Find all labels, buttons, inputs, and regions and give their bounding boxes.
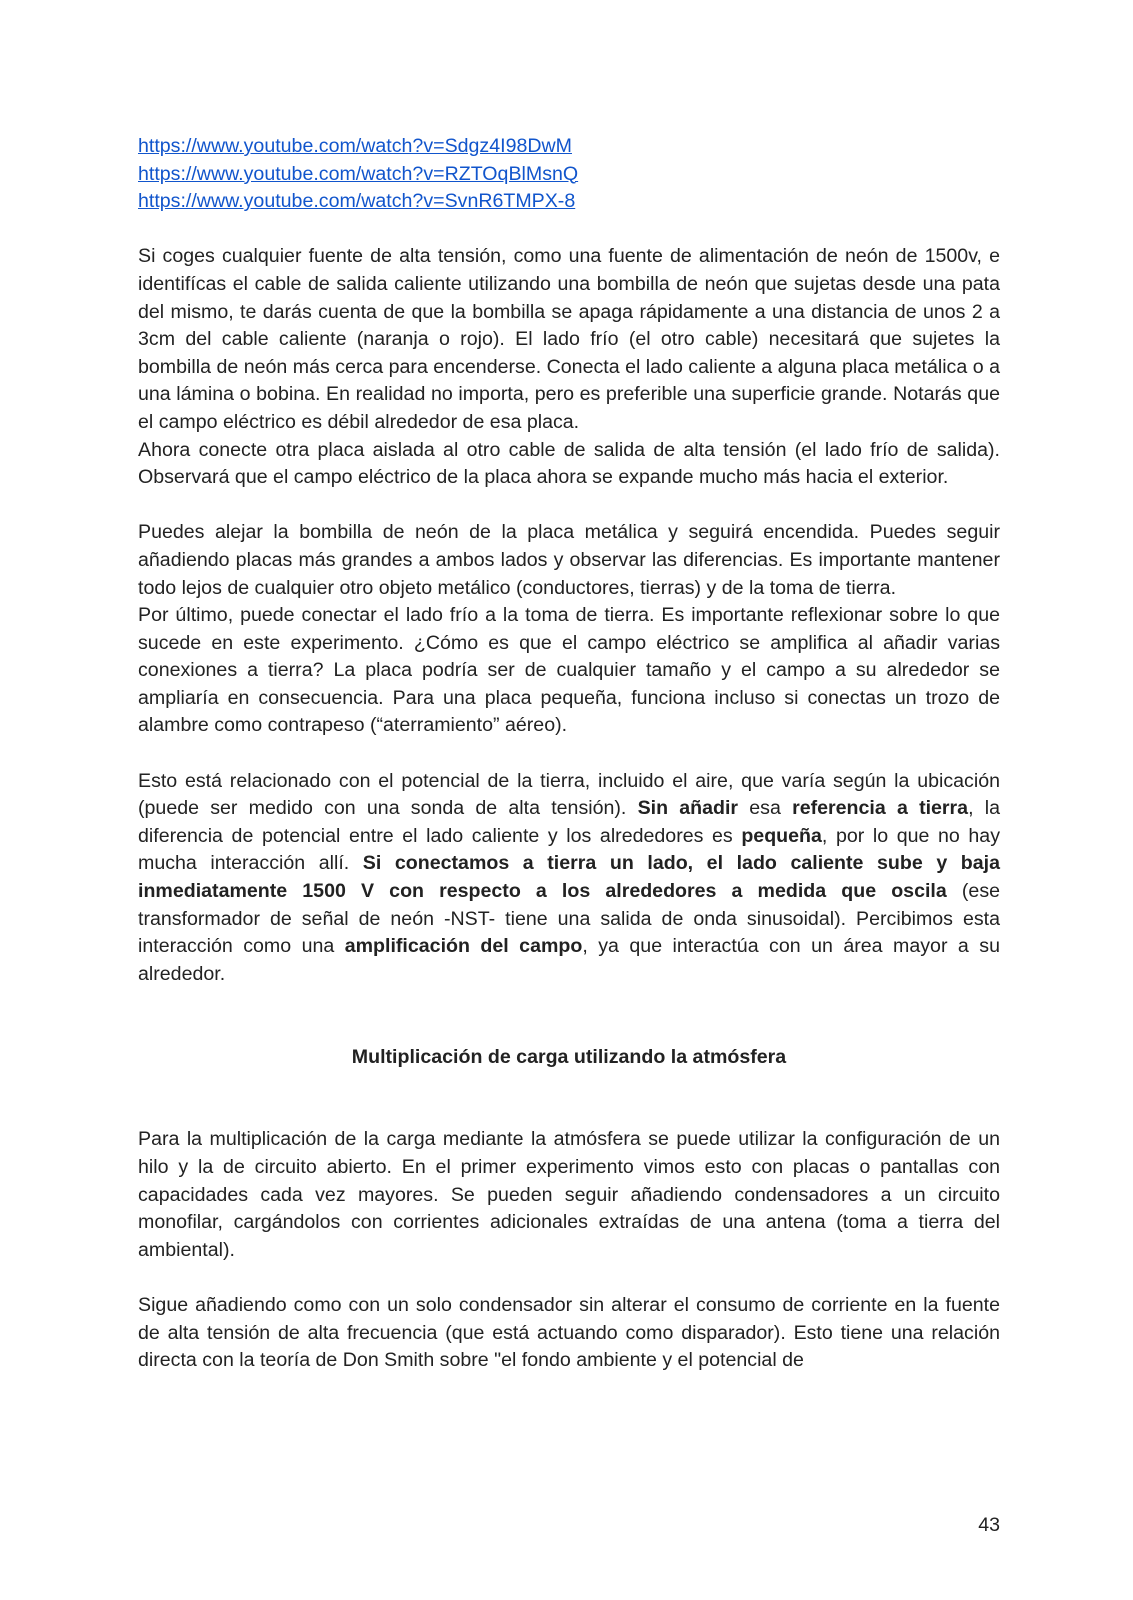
page-content bbox=[138, 133, 1000, 1375]
paragraph-1: Si coges cualquier fuente de alta tensión, como una fuente de alimentación de neón de 1500v, e identifícas el cable de salida caliente utilizando una bombilla de neón que sujetas desde una pata del mismo, te darás cuenta de que la bombilla se apaga rápidamente a una distancia de unos 2 a 3cm del cable caliente (naranja o rojo). El lado frío (el otro cable) necesitará que sujetes la bombilla de neón más cerca para encenderse. Conecta el lado caliente a alguna placa metálica o a una lámina o bobina. En realidad no importa, pero es preferible una superficie grande. Notarás que el campo eléctrico es débil alrededor de esa placa. bbox=[138, 245, 1000, 433]
video-links bbox=[138, 133, 1000, 216]
paragraph-5: Esto está relacionado con el potencial de la tierra, incluido el aire, que varía según la ubicación (puede ser medido con una sonda de alta tensión). Sin añadir esa referencia a tierra, la diferencia de potencial entre el lado caliente y los alrededores es pequeña, por lo que no hay mucha interacción allí. Si conectamos a tierra un lado, el lado caliente sube y baja inmediatamente 1500 V con respecto a los alrededores a medida que oscila (ese transformador de señal de neón -NST- tiene una salida de onda sinusoidal). Percibimos esta interacción como una amplificación del campo, ya que interactúa con un área mayor a su alrededor. bbox=[138, 769, 1001, 985]
youtube-link-2[interactable]: https://www.youtube.com/watch?v=RZTOqBlMsnQ bbox=[138, 162, 579, 185]
section-heading: Multiplicación de carga utilizando la atmósfera bbox=[351, 1045, 787, 1068]
youtube-link-3[interactable]: https://www.youtube.com/watch?v=SvnR6TMPX-8 bbox=[138, 190, 576, 213]
paragraph-6: Para la multiplicación de la carga mediante la atmósfera se puede utilizar la configuración de un hilo y la de circuito abierto. En el primer experimento vimos esto con placas o pantallas con capacidades cada vez mayores. Se pueden seguir añadiendo condensadores a un circuito monofilar, cargándolos con corrientes adicionales extraídas de una antena (toma a tierra del ambiental). bbox=[138, 1128, 1000, 1261]
paragraph-4: Por último, puede conectar el lado frío a la toma de tierra. Es importante reflexionar sobre lo que sucede en este experimento. ¿Cómo es que el campo eléctrico se amplifica al añadir varias conexiones a tierra? La placa podría ser de cualquier tamaño y el campo a su alrededor se ampliaría en consecuencia. Para una placa pequeña, funciona incluso si conectas un trozo de alambre como contrapeso (“aterramiento” aéreo). bbox=[138, 604, 1000, 737]
paragraph-7: Sigue añadiendo como con un solo condensador sin alterar el consumo de corriente en la fuente de alta tensión de alta frecuencia (que está actuando como disparador). Esto tiene una relación directa con la teoría de Don Smith sobre "el fondo ambiente y el potencial de bbox=[138, 1293, 1000, 1372]
youtube-link-1[interactable]: https://www.youtube.com/watch?v=Sdgz4I98DwM bbox=[138, 135, 572, 157]
paragraph-3: Puedes alejar la bombilla de neón de la placa metálica y seguirá encendida. Puedes seguir añadiendo placas más grandes a ambos lados y observar las diferencias. Es importante mantener todo lejos de cualquier otro objeto metálico (conductores, tierras) y de la toma de tierra. bbox=[138, 521, 1000, 599]
paragraph-2: Ahora conecte otra placa aislada al otro cable de salida de alta tensión (el lado frío de salida). Observará que el campo eléctrico de la placa ahora se expande mucho más hacia el exterior. bbox=[138, 438, 1000, 489]
page-number: 43 bbox=[978, 1514, 1000, 1536]
